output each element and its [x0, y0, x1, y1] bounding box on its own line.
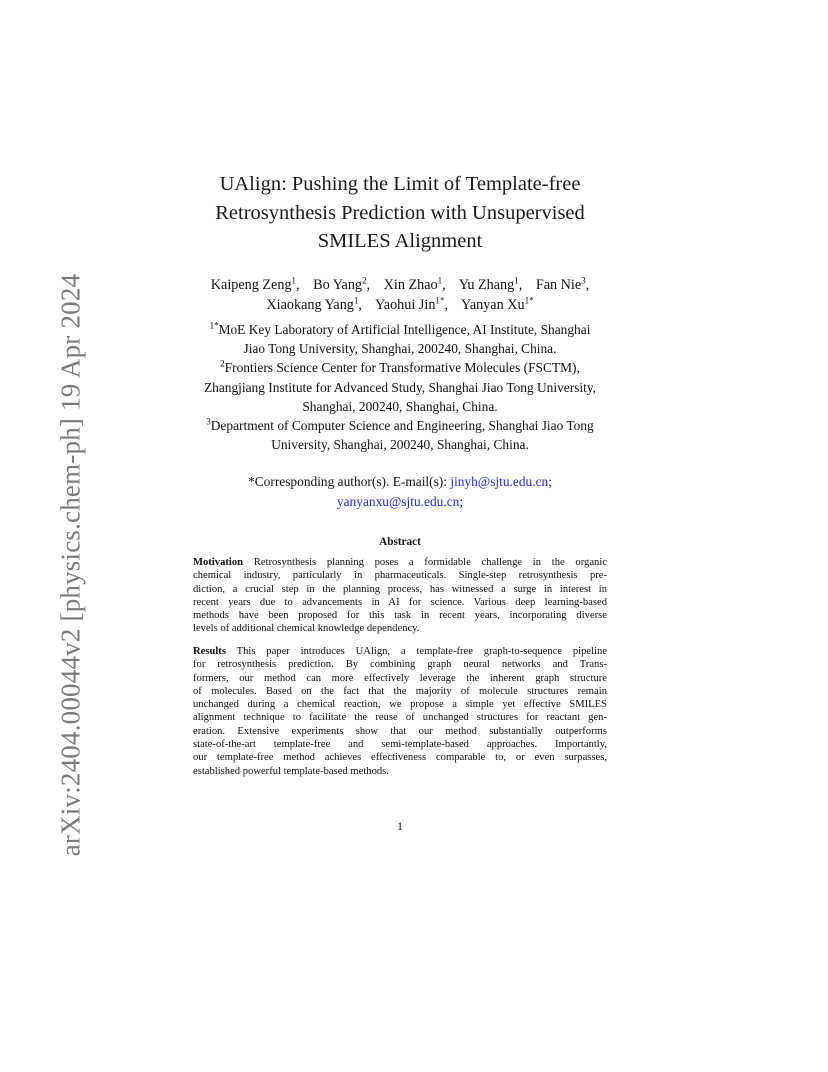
motivation-label: Motivation [193, 557, 244, 568]
title-line: SMILES Alignment [317, 230, 483, 252]
abstract-line: levels of additional chemical knowledge dependency. [193, 623, 420, 635]
abstract-line: Results This paper introduces UAlign, a template-free graph-to-sequence pipeline [193, 646, 607, 657]
affiliation-line: $^{1*}$MoE Key Laboratory of Artificial Intelligence, AI Institute, Shanghai [209, 320, 591, 337]
affiliation-line: Shanghai, 200240, Shanghai, China. [302, 398, 498, 414]
page-number: 1 [397, 819, 403, 833]
affiliation-line: Jiao Tong University, Shanghai, 200240, Shanghai, China. [243, 341, 557, 357]
abstract-line: alignment technique to facilitate the reuse of unchanged structures for reactant gen- [193, 712, 607, 724]
results-label: Results [193, 646, 226, 657]
title-line: Retrosynthesis Prediction with Unsupervised [215, 201, 585, 224]
affiliation-line: University, Shanghai, 200240, Shanghai, China. [271, 437, 529, 453]
affiliation-line: Zhangjiang Institute for Advanced Study, Shanghai Jiao Tong University, [203, 379, 597, 395]
author: Yu Zhang$^1$, [458, 275, 523, 293]
email-link-yanyanxu[interactable]: yanyanxu@sjtu.edu.cn [336, 493, 460, 509]
correspondence-line: *Corresponding author(s). E-mail(s): jinyh@sjtu.edu.cn; [248, 474, 552, 489]
arxiv-identifier-stamp: arXiv:2404.00044v2 [physics.chem-ph] 19 Apr 2024 [55, 273, 86, 857]
abstract-line: Motivation Retrosynthesis planning poses a formidable challenge in the organic [193, 557, 607, 568]
abstract-line: state-of-the-art template-free and semi-template-based approaches. Importantly, [193, 739, 607, 751]
author: Kaipeng Zeng$^1$, [210, 275, 300, 293]
abstract-line: chemical industry, particularly in pharmaceuticals. Single-step retrosynthesis pre- [193, 570, 607, 582]
correspondence [180, 472, 620, 511]
author-line [170, 295, 630, 315]
abstract-line: established powerful template-based methods. [193, 765, 389, 777]
email-link-jinyh[interactable]: jinyh@sjtu.edu.cn [450, 474, 549, 489]
abstract-line: formers, our method can more effectively leverage the inherent graph structure [193, 672, 607, 684]
title-line: UAlign: Pushing the Limit of Template-free [219, 173, 581, 195]
author: Yaohui Jin$^{1*}$, [374, 295, 448, 313]
affiliation-line: $^3$Department of Computer Science and Engineering, Shanghai Jiao Tong [206, 416, 594, 434]
abstract-motivation [193, 556, 607, 636]
author: Xiaokang Yang$^1$, [266, 295, 362, 313]
author: Bo Yang$^2$, [313, 275, 371, 293]
author: Fan Nie$^3$, [535, 275, 590, 293]
abstract-line: our template-free method achieves effectiveness comparable to, or even surpasses, [193, 752, 607, 764]
abstract-line: unchanged during a chemical reaction, we propose a simple yet effective SMILES [193, 699, 607, 711]
abstract-line: recent years due to advancements in AI for science. Various deep learning-based [193, 596, 607, 608]
affiliations [165, 320, 635, 454]
paper-title [190, 170, 610, 256]
abstract-line: diction, a crucial step in the planning process, has witnessed a surge in interest in [193, 583, 607, 595]
author-line [170, 275, 630, 295]
author: Xin Zhao$^1$, [383, 275, 446, 293]
author: Yanyan $Xu^{1*}$ [461, 295, 534, 313]
author-list [170, 275, 630, 315]
abstract-line: of molecules. Based on the fact that the majority of molecule structures remain [193, 685, 607, 697]
abstract-line: eration. Extensive experiments show that our method substantially outperforms [193, 725, 607, 737]
abstract-heading: Abstract [379, 536, 421, 548]
correspondence-line: yanyanxu@sjtu.edu.cn; [336, 493, 464, 509]
abstract-results [193, 645, 607, 778]
abstract-line: methods have been proposed for this task in recent years, incorporating diverse [193, 610, 607, 622]
abstract-line: for retrosynthesis prediction. By combining graph neural networks and Trans- [193, 659, 607, 671]
affiliation-line: $^2$Frontiers Science Center for Transformative Molecules (FSCTM), [220, 358, 580, 376]
